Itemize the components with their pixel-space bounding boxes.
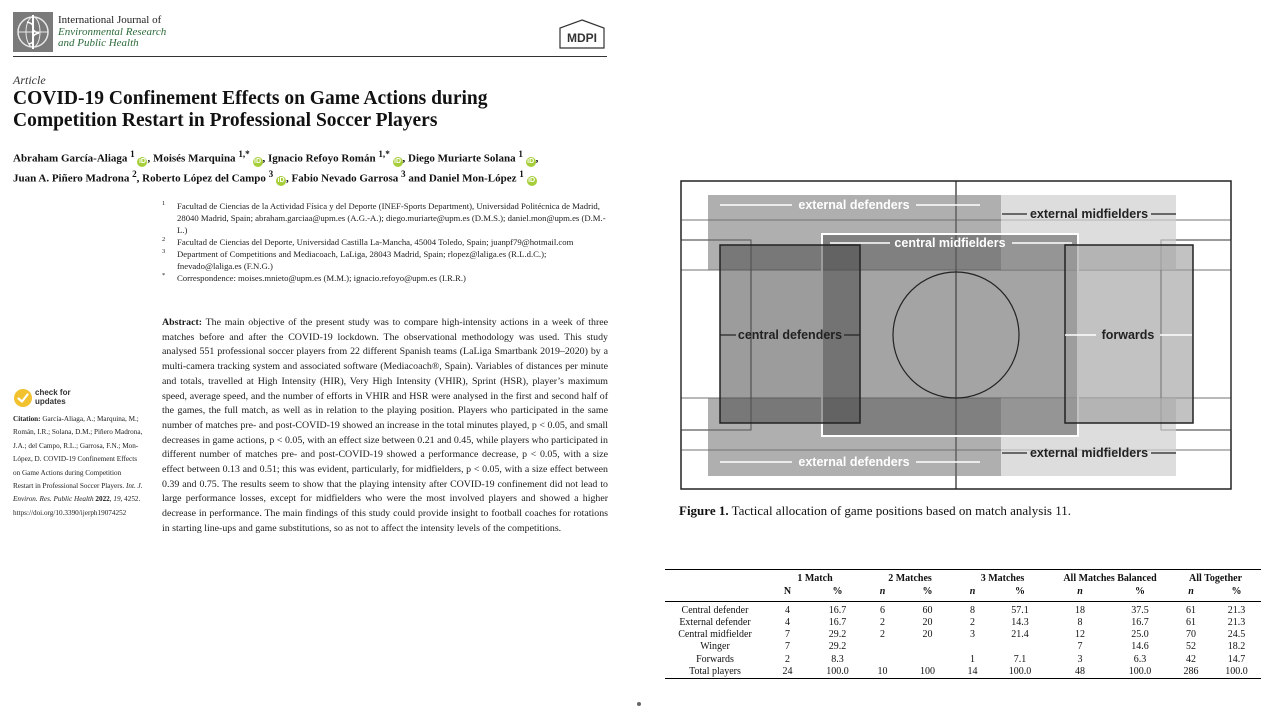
- affiliation-number: 1: [162, 200, 166, 207]
- authors: [13, 147, 613, 186]
- table-cell: 57.1: [1011, 604, 1029, 616]
- table-subheader: n: [1188, 586, 1194, 598]
- table-cell: 6: [880, 604, 885, 616]
- table-group-header: 2 Matches: [888, 573, 932, 584]
- author-name[interactable]: Roberto López del Campo: [142, 172, 266, 185]
- affiliation-item: [162, 200, 612, 236]
- orcid-icon[interactable]: iD: [254, 157, 262, 165]
- journal-name-line3: and Public Health: [58, 37, 139, 49]
- author-affil-sup: 1: [130, 149, 135, 159]
- check-updates-icon: [13, 388, 33, 408]
- table-group-header-row: [665, 570, 1261, 587]
- table-cell: [865, 654, 900, 666]
- table-cell: 3: [970, 629, 975, 641]
- table-cell: 1: [970, 653, 975, 665]
- orcid-icon[interactable]: iD: [527, 157, 535, 165]
- table-cell: 7: [785, 629, 790, 641]
- table-row: [665, 617, 1261, 629]
- journal-logo-icon: [13, 12, 53, 52]
- author-affil-sup: 1: [518, 149, 523, 159]
- table-cell: 24.5: [1227, 629, 1246, 641]
- author-affil-sup: 1,*: [378, 149, 390, 159]
- table-cell: 10: [877, 666, 888, 678]
- table-cell: 7: [785, 641, 790, 653]
- table-cell: Forwards: [696, 653, 734, 665]
- table-cell: 21.4: [1011, 629, 1029, 641]
- title-line2: Competition Restart in Professional Soccer Players: [13, 110, 438, 131]
- affiliation-item: [162, 248, 612, 272]
- table-cell: [900, 654, 955, 666]
- table-subheader: n: [1077, 586, 1083, 598]
- authors-line2: Juan A. Piñero Madrona $^2$, Roberto López del Campo $^3$ iD , Fabio Nevado Garrosa $^3$ and Daniel Mon-López $^1$ iD: [13, 168, 536, 185]
- table-cell: 100.0: [1128, 666, 1152, 678]
- table-subheader: n: [879, 586, 886, 598]
- article-type: Article: [13, 73, 46, 87]
- citation-text: García-Aliaga, A.; Marquina, M.; Román, I.R.; Solana, D.M.; Piñero Madrona, J.A.; del Campo, R.L.; Garrosa, F.N.; Mon-López, D. COVID-19 Confinement Effects on Game Actions during Competition Restart in Professional Soccer Players.: [13, 415, 143, 491]
- affiliation-item: [162, 236, 612, 248]
- table-cell: Winger: [700, 641, 730, 653]
- table-subheader: n: [969, 586, 976, 598]
- page-indicator-dot[interactable]: [637, 702, 641, 706]
- table-cell: 52: [1186, 641, 1196, 653]
- author-affil-sup: 2: [132, 168, 137, 179]
- author-affil-sup: 3: [401, 168, 406, 179]
- table-cell: 14.6: [1131, 641, 1149, 653]
- table-cell: 48: [1075, 666, 1085, 678]
- table-cell: 8.3: [831, 653, 844, 665]
- journal-header: [13, 12, 607, 57]
- table-cell: 12: [1075, 629, 1085, 641]
- table-row: [665, 601, 1261, 617]
- author-affil-sup: 1,*: [238, 149, 250, 159]
- table-subheader: %: [1231, 586, 1242, 598]
- affiliation-text: Facultad de Ciencias del Deporte, Universidad Castilla La-Mancha, 45004 Toledo, Spain; juanpf79@hotmail.com: [177, 237, 574, 247]
- table-cell: Central defender: [681, 604, 749, 616]
- table-cell: 37.5: [1131, 604, 1149, 616]
- table-cell: 7.1: [1013, 653, 1027, 665]
- table-cell: 20: [922, 616, 933, 628]
- citation-volume: 19: [113, 495, 121, 504]
- table-cell: 29.2: [828, 629, 847, 641]
- figure-caption-label: Figure 1.: [679, 503, 729, 518]
- table-cell: 61: [1186, 604, 1196, 616]
- figure-caption-text: Tactical allocation of game positions based on match analysis 11.: [731, 503, 1072, 518]
- table-cell: [990, 641, 1050, 653]
- table-cell: 100: [920, 666, 935, 678]
- table-cell: 14.3: [1011, 616, 1029, 628]
- citation: Citation: García-Aliaga, A.; Marquina, M.; Román, I.R.; Solana, D.M.; Piñero Madrona, J.A.; del Campo, R.L.; Garrosa, F.N.; Mon-López, D. COVID-19 Confinement Effects on Game Actions during Competition Restart in Professional Soccer Players. Int. J. Environ. Res. Public Health 2022, 19, 4252. https://doi.org/10.3390/ijerph19074252: [13, 415, 143, 517]
- table-cell: 29.2: [828, 641, 847, 653]
- table-cell: 16.7: [1131, 616, 1149, 628]
- table-row: [665, 666, 1261, 679]
- label-external-defenders-top: external defenders: [798, 198, 910, 212]
- table-cell: [900, 641, 955, 653]
- affiliation-number: *: [162, 272, 166, 279]
- table-subheader: %: [832, 586, 843, 598]
- author-affil-sup: 1: [519, 168, 524, 179]
- affiliation-text: Department of Competitions and Mediacoach, LaLiga, 28043 Madrid, Spain; rlopez@laliga.es (R.L.d.C.); fnevado@laliga.es (F.N.G.): [177, 249, 547, 271]
- table-header-empty: [665, 570, 765, 587]
- author-name[interactable]: Diego Muriarte Solana: [408, 152, 516, 165]
- players-table: [665, 569, 1261, 679]
- table-cell: 2: [970, 616, 975, 628]
- affiliation-number: 3: [162, 248, 166, 255]
- label-external-midfielders-top: external midfielders: [1029, 207, 1149, 221]
- orcid-icon[interactable]: iD: [528, 177, 536, 185]
- orcid-icon[interactable]: iD: [138, 157, 146, 165]
- table-cell: 61: [1186, 616, 1196, 628]
- citation-doi-link[interactable]: , 4252. https://doi.org/10.3390/ijerph19074252: [13, 495, 141, 517]
- title-line1: COVID-19 Confinement Effects on Game Actions during: [13, 88, 488, 109]
- authors-line1: Abraham García-Aliaga $^1$ iD , Moisés Marquina $^{1,*}$ iD , Ignacio Refoyo Román $^{1,*}$ iD , Diego Muriarte Solana $^1$ iD ,: [13, 149, 539, 165]
- publisher-logo-icon: [557, 19, 607, 49]
- table-cell: 70: [1186, 629, 1196, 641]
- table-cell: 14: [967, 666, 978, 678]
- table-subheader: N: [783, 586, 792, 598]
- journal-name: [58, 15, 166, 50]
- table-cell: 2: [880, 616, 885, 628]
- abstract: [162, 316, 608, 537]
- author-affil-sup: 3: [268, 168, 274, 179]
- table-group-header: All Together: [1188, 573, 1243, 584]
- table-cell: 24: [782, 666, 793, 678]
- author-name[interactable]: Fabio Nevado Garrosa: [291, 172, 399, 185]
- table-group-header: 1 Match: [797, 573, 833, 584]
- table-cell: [955, 641, 990, 653]
- page-title: [13, 88, 613, 132]
- label-external-defenders-bottom: external defenders: [798, 455, 910, 469]
- check-updates-label: [35, 389, 71, 406]
- abstract-text: The main objective of the present study was to compare high-intensity actions in a week of three matches before and after the COVID-19 lockdown. The observational methodology was used. This study analysed 551 professional soccer players from 22 different Spanish teams (LaLiga Smartbank 2019–2020) by a multi-camera tracking system and associated software (Mediacoach®, Spain). Variables of distances per minute and totals, travelled at High Intensity (HIR), Very High Intensity (VHIR), Sprint (HSR), player’s maximum speed, average speed, and the number of efforts in VHIR and HSR were analysed in the first and second half of the games, the full match, as well as in relation to the playing position. Players who participated in the same number of matches pre- and post-COVID-19 showed an increase in the total minutes played, p < 0.05, and small decreases in game actions, p < 0.05, with an effect size between 0.21 and 0.45, while players who participated in different number of matches pre- and post-COVID-19 showed a performance decrease, p < 0.05, with a size effect between 0.13 and 0.51; this was evident, particularly, for midfielders, p < 0.05, with a size effect between 0.39 and 0.75. The results seem to show that the playing intensity after COVID-19 confinement did not lead to large performance losses, except for midfielders who were the most involved players and showed a higher decrease in performance. The main findings of this study could provide insight to football coaches for rotations in starting line-ups and game substitutions, so as not to affect the intensity levels of the competitions.: [162, 317, 609, 534]
- table-subheader: %: [1135, 586, 1145, 598]
- citation-journal: Int. J. Environ. Res. Public Health: [13, 482, 143, 504]
- table-cell: 16.7: [828, 616, 847, 628]
- table-cell: 2: [785, 653, 790, 665]
- table-group-header: All Matches Balanced: [1063, 573, 1157, 584]
- check-updates-line1: check for: [35, 388, 71, 397]
- author-name[interactable]: Ignacio Refoyo Román: [268, 152, 376, 165]
- table-cell: 18.2: [1227, 641, 1246, 653]
- check-updates-line2: updates: [35, 396, 66, 406]
- orcid-icon[interactable]: iD: [277, 177, 285, 185]
- article-first-page: [0, 0, 620, 720]
- table-cell: 100.0: [1008, 666, 1032, 678]
- table-row: [665, 641, 1261, 653]
- affiliation-text: Correspondence: moises.mnieto@upm.es (M.M.); ignacio.refoyo@upm.es (I.R.R.): [177, 273, 466, 283]
- table-cell: Central midfielder: [678, 629, 752, 641]
- table-group-header: 3 Matches: [980, 573, 1025, 584]
- table-cell: 8: [970, 604, 975, 616]
- table-cell: 8: [1077, 616, 1083, 628]
- table-cell: 20: [922, 629, 933, 641]
- orcid-icon[interactable]: iD: [394, 157, 402, 165]
- table-cell: 2: [880, 629, 885, 641]
- table-subheader: %: [922, 586, 933, 598]
- table-header-empty: [665, 586, 765, 601]
- table-cell: 42: [1186, 653, 1196, 665]
- table-cell: 18: [1075, 604, 1085, 616]
- table-cell: External defender: [679, 616, 751, 628]
- table-subheader-row: [665, 586, 1261, 601]
- table-cell: 21.3: [1227, 604, 1246, 616]
- affiliation-text: Facultad de Ciencias de la Actividad Física y del Deporte (INEF-Sports Department), Universidad Politécnica de Madrid, 28040 Madrid, Spain; abraham.garciaa@upm.es (A.G.-A.); diego.muriarte@upm.es (D.M.S.); daniel.mon@upm.es (D.M.-L.): [177, 201, 606, 235]
- affiliations: [162, 200, 612, 284]
- publisher-name: MDPI: [567, 31, 597, 45]
- affiliation-item: [162, 272, 612, 284]
- table-cell: 286: [1183, 666, 1199, 678]
- label-central-midfielders: central midfielders: [894, 236, 1006, 250]
- author-name[interactable]: Juan A. Piñero Madrona: [13, 172, 130, 185]
- citation-label: Citation:: [13, 415, 41, 423]
- check-for-updates-button[interactable]: [13, 386, 103, 410]
- table-cell: 25.0: [1131, 629, 1149, 641]
- table-cell: 4: [785, 616, 790, 628]
- figure-caption: [679, 503, 1239, 519]
- abstract-label: Abstract:: [162, 317, 203, 328]
- label-forwards: forwards: [1101, 328, 1155, 342]
- author-name[interactable]: Moisés Marquina: [152, 152, 236, 165]
- table-cell: 3: [1077, 653, 1083, 665]
- table-cell: 21.3: [1227, 616, 1246, 628]
- journal-name-line1: International Journal of: [58, 14, 162, 26]
- table-cell: 14.7: [1227, 653, 1246, 665]
- label-external-midfielders-bottom: external midfielders: [1029, 446, 1149, 460]
- table-cell: 16.7: [828, 604, 847, 616]
- journal-name-line2: Environmental Research: [58, 25, 167, 38]
- table-cell: 100.0: [826, 666, 849, 678]
- table-subheader: %: [1015, 586, 1025, 598]
- table-row: [665, 654, 1261, 666]
- table-row: [665, 629, 1261, 641]
- affiliation-number: 2: [162, 236, 166, 243]
- table-cell: [865, 641, 900, 653]
- author-name[interactable]: Abraham García-Aliaga: [13, 152, 128, 165]
- label-central-defenders: central defenders: [737, 328, 843, 342]
- table-cell: Total players: [689, 666, 741, 678]
- table-cell: 4: [785, 604, 790, 616]
- table-cell: 6.3: [1133, 653, 1147, 665]
- table-cell: 60: [922, 604, 933, 616]
- table-cell: 100.0: [1225, 666, 1248, 678]
- citation-year: 2022: [95, 495, 110, 504]
- table-cell: 7: [1077, 641, 1083, 653]
- author-name[interactable]: Daniel Mon-López: [428, 172, 517, 185]
- tactical-allocation-figure: [680, 180, 1232, 490]
